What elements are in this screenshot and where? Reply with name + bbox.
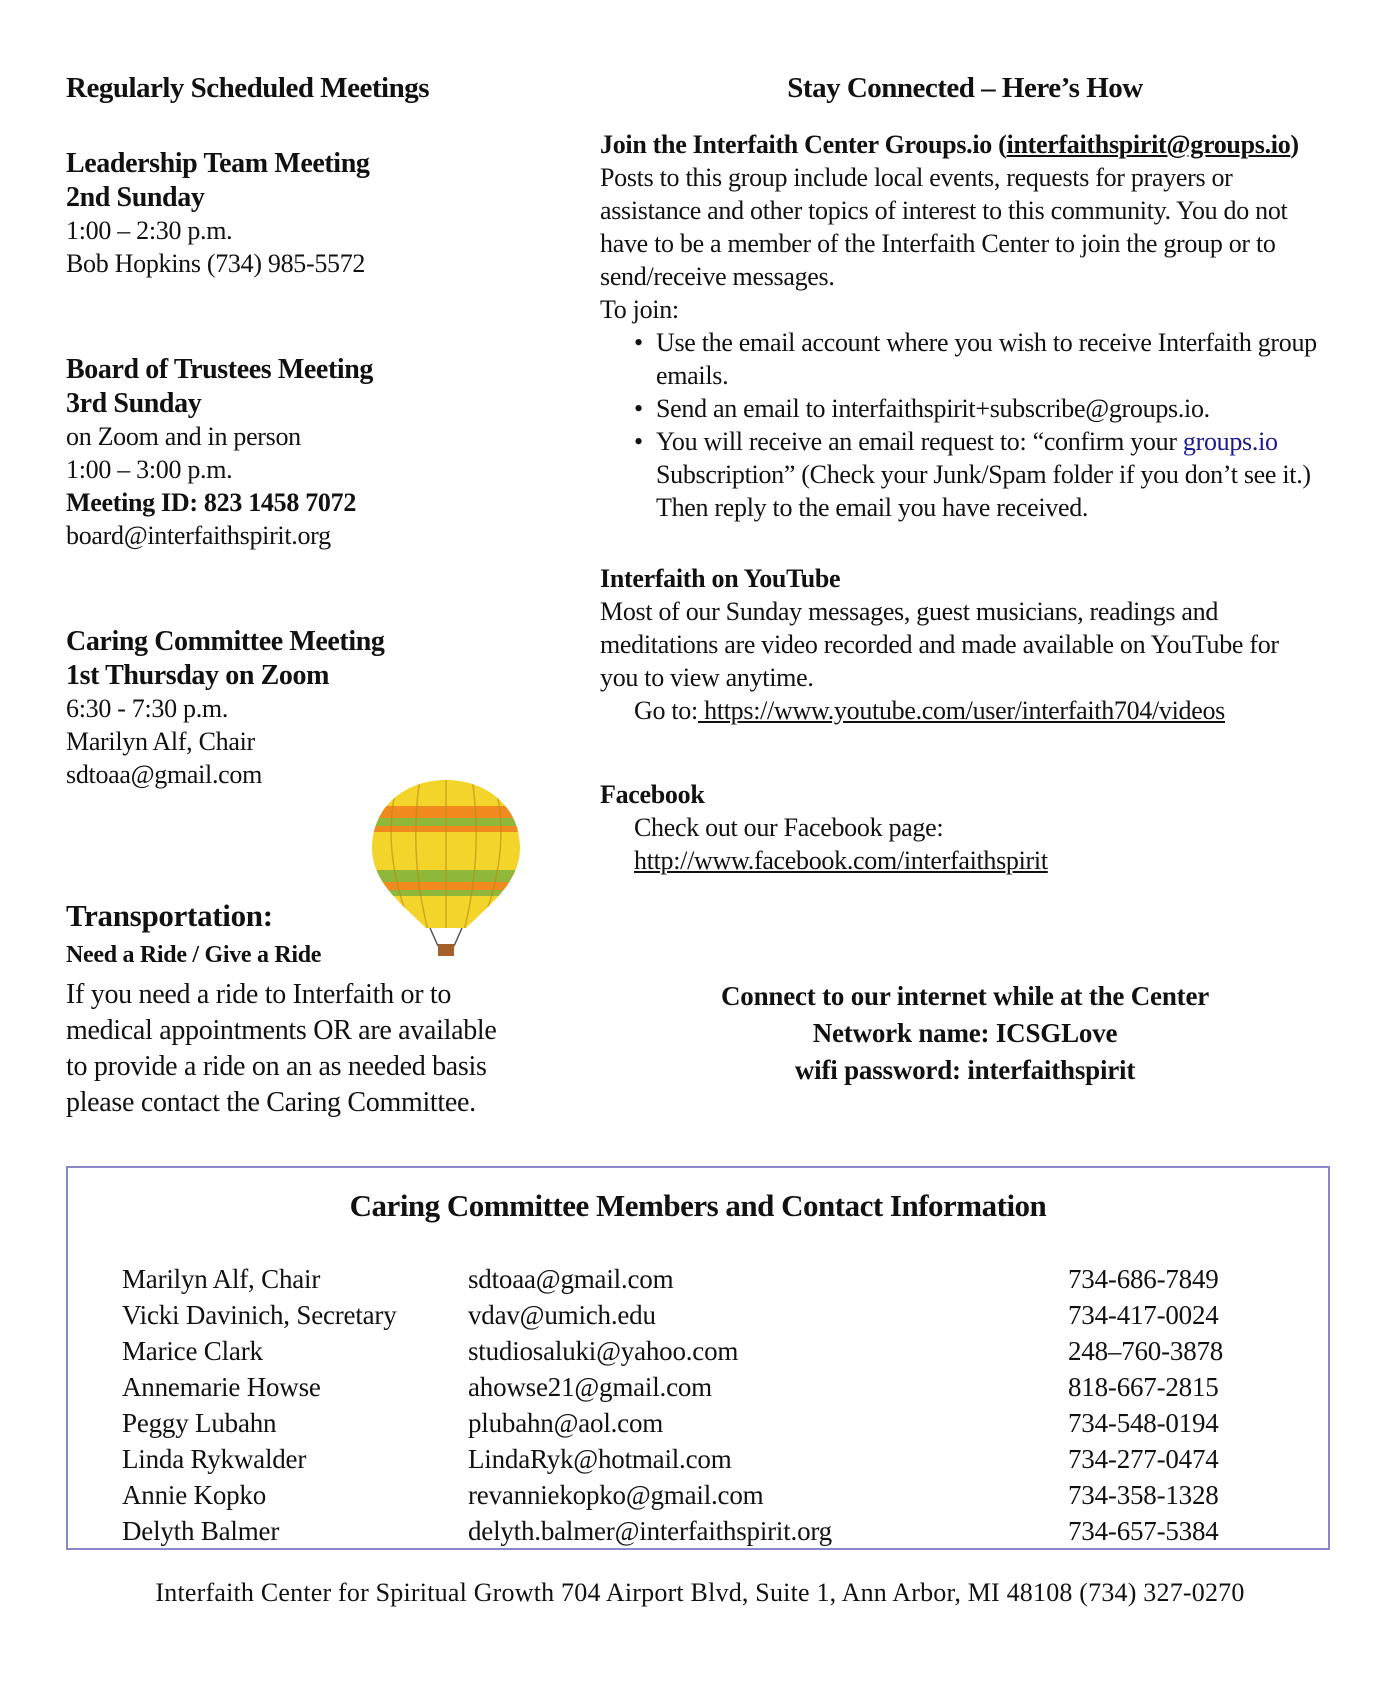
member-phone: 734-657-5384 (1068, 1516, 1219, 1546)
facebook-title: Facebook (600, 780, 705, 809)
groups-line: have to be a member of the Interfaith Center to join the group or to (600, 229, 1276, 258)
member-name: Linda Rykwalder (122, 1444, 307, 1474)
youtube-line: Most of our Sunday messages, guest musicians, readings and (600, 597, 1219, 626)
to-join-label: To join: (600, 295, 679, 324)
member-email[interactable]: studiosaluki@yahoo.com (468, 1336, 739, 1366)
groups-email-link[interactable]: interfaithspirit@groups.io (1006, 130, 1291, 159)
member-phone: 734-417-0024 (1068, 1300, 1219, 1330)
groups-line: assistance and other topics of interest to this community. You do not (600, 196, 1288, 225)
leadership-title: Leadership Team Meeting (66, 148, 370, 179)
transport-line: medical appointments OR are available (66, 1015, 497, 1046)
groups-title (600, 128, 1340, 161)
groups-title-end: ) (1290, 130, 1299, 159)
board-block (66, 354, 373, 552)
groups-block (600, 128, 1340, 524)
committee-title: Caring Committee Members and Contact Information (349, 1188, 1047, 1223)
member-name: Annemarie Howse (122, 1372, 321, 1402)
board-title: Board of Trustees Meeting (66, 354, 374, 385)
groups-line: Posts to this group include local events, requests for prayers or (600, 163, 1233, 192)
member-email[interactable]: ahowse21@gmail.com (468, 1372, 712, 1402)
member-name: Annie Kopko (122, 1480, 267, 1510)
transport-subheading: Need a Ride / Give a Ride (66, 942, 322, 968)
facebook-block (600, 778, 1340, 877)
wifi-line-1: Connect to our internet while at the Center (720, 981, 1210, 1011)
meetings-heading: Regularly Scheduled Meetings (66, 72, 429, 104)
board-time: 1:00 – 3:00 p.m. (66, 455, 233, 484)
member-name: Marice Clark (122, 1336, 263, 1366)
table-row (122, 1408, 1302, 1444)
transport-text (66, 977, 497, 1121)
caring-block (66, 626, 385, 791)
join-step: • Use the email account where you wish to receive Interfaith group emails. (656, 326, 1340, 392)
member-name: Vicki Davinich, Secretary (122, 1300, 397, 1330)
transport-line: If you need a ride to Interfaith or to (66, 979, 452, 1010)
member-name: Marilyn Alf, Chair (122, 1264, 321, 1294)
member-phone: 734-358-1328 (1068, 1480, 1219, 1510)
leadership-time: 1:00 – 2:30 p.m. (66, 216, 233, 245)
leadership-block (66, 148, 369, 280)
groups-io-link[interactable]: groups.io (1182, 427, 1278, 456)
youtube-goto: Go to: https://www.youtube.com/user/interfaith704/videos (634, 696, 1226, 725)
table-row (122, 1516, 1302, 1552)
table-row (122, 1336, 1302, 1372)
footer-address: Interfaith Center for Spiritual Growth 704 Airport Blvd, Suite 1, Ann Arbor, MI 48108 (734) 327-0270 (155, 1578, 1245, 1607)
member-phone: 734-277-0474 (1068, 1444, 1219, 1474)
member-email[interactable]: vdav@umich.edu (468, 1300, 656, 1330)
committee-contact-box (66, 1166, 1330, 1550)
transport-line: to provide a ride on an as needed basis (66, 1051, 487, 1082)
youtube-block (600, 562, 1340, 727)
groups-title-text: Join the Interfaith Center Groups.io ( (600, 130, 1007, 159)
leadership-day: 2nd Sunday (66, 182, 205, 213)
caring-title: Caring Committee Meeting (66, 626, 385, 657)
member-phone: 734-548-0194 (1068, 1408, 1219, 1438)
member-email[interactable]: revanniekopko@gmail.com (468, 1480, 764, 1510)
facebook-line: Check out our Facebook page: (634, 813, 944, 842)
caring-email[interactable]: sdtoaa@gmail.com (66, 760, 263, 789)
wifi-network-name: Network name: ICSGLove (812, 1018, 1118, 1048)
board-location: on Zoom and in person (66, 422, 301, 451)
wifi-block (600, 978, 1330, 1089)
groups-line: send/receive messages. (600, 262, 835, 291)
table-row (122, 1480, 1302, 1516)
youtube-link[interactable]: https://www.youtube.com/user/interfaith704/videos (697, 696, 1226, 725)
member-name: Peggy Lubahn (122, 1408, 277, 1438)
caring-chair: Marilyn Alf, Chair (66, 727, 255, 756)
youtube-line: meditations are video recorded and made available on YouTube for (600, 630, 1279, 659)
transport-line: please contact the Caring Committee. (66, 1087, 476, 1118)
leadership-contact: Bob Hopkins (734) 985-5572 (66, 249, 366, 278)
transport-block (66, 898, 497, 1121)
join-step: • Send an email to interfaithspirit+subscribe@groups.io. (656, 392, 1340, 425)
connected-heading: Stay Connected – Here’s How (787, 72, 1143, 104)
table-row (122, 1300, 1302, 1336)
caring-day: 1st Thursday on Zoom (66, 660, 330, 691)
wifi-password: wifi password: interfaithspirit (794, 1055, 1136, 1085)
board-day: 3rd Sunday (66, 388, 202, 419)
facebook-link[interactable]: http://www.facebook.com/interfaithspirit (634, 846, 1048, 875)
member-email[interactable]: plubahn@aol.com (468, 1408, 664, 1438)
board-email[interactable]: board@interfaithspirit.org (66, 521, 331, 550)
transport-heading: Transportation: (66, 898, 273, 933)
member-email[interactable]: LindaRyk@hotmail.com (468, 1444, 732, 1474)
youtube-line: you to view anytime. (600, 663, 814, 692)
member-email[interactable]: delyth.balmer@interfaithspirit.org (468, 1516, 832, 1546)
caring-time: 6:30 - 7:30 p.m. (66, 694, 229, 723)
join-step: • You will receive an email request to: “confirm your groups.io Subscription” (Check your Junk/Spam folder if you don’t see it.) Then reply to the email you have received. (656, 425, 1340, 524)
table-row (122, 1444, 1302, 1480)
board-meeting-id: Meeting ID: 823 1458 7072 (66, 488, 357, 517)
join-steps-list (600, 326, 1340, 524)
member-phone: 734-686-7849 (1068, 1264, 1219, 1294)
member-email[interactable]: sdtoaa@gmail.com (468, 1264, 674, 1294)
member-phone: 248–760-3878 (1068, 1336, 1224, 1366)
table-row (122, 1264, 1302, 1300)
member-name: Delyth Balmer (122, 1516, 280, 1546)
youtube-title: Interfaith on YouTube (600, 564, 841, 593)
table-row (122, 1372, 1302, 1408)
member-phone: 818-667-2815 (1068, 1372, 1219, 1402)
